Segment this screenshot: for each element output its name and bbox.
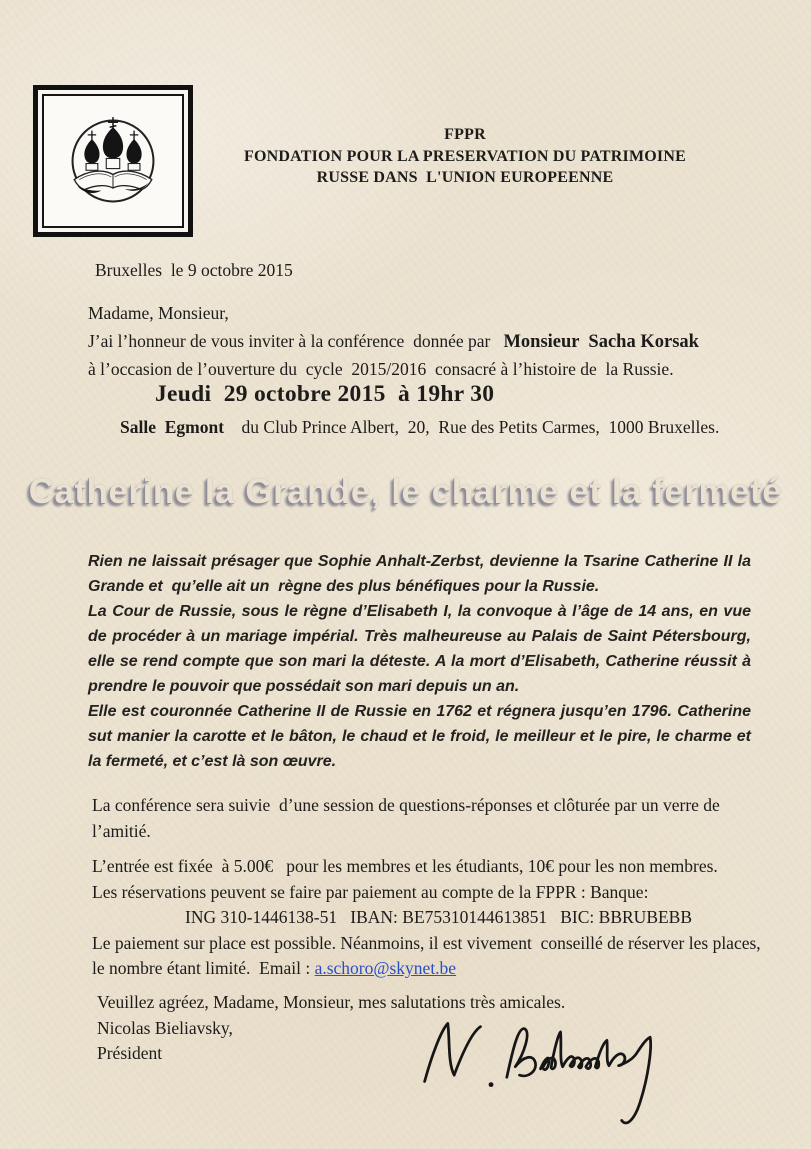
handwritten-signature <box>412 1000 707 1145</box>
venue-address: du Club Prince Albert, 20, Rue des Petits Carmes, 1000 Bruxelles. <box>224 417 720 437</box>
salutation: Madame, Monsieur, <box>88 303 229 323</box>
fppr-logo <box>42 94 184 228</box>
conference-abstract <box>88 549 756 774</box>
fppr-logo-frame <box>33 85 193 237</box>
conference-title: Catherine la Grande, le charme et la fermeté <box>28 472 783 511</box>
invitation-line <box>88 331 699 353</box>
invitation-continuation: à l’occasion de l’ouverture du cycle 2015/2016 consacré à l’histoire de la Russie. <box>88 359 674 379</box>
letterhead <box>175 124 755 189</box>
speaker-name: Monsieur Sacha Korsak <box>503 332 699 352</box>
org-name-line1: FONDATION POUR LA PRESERVATION DU PATRIMOINE <box>244 147 686 165</box>
signer-title: Président <box>97 1043 163 1063</box>
org-acronym: FPPR <box>444 126 486 143</box>
after-talk-note: La conférence sera suivie d’une session de questions-réponses et clôturée par un verre de l’amitié. <box>92 795 725 841</box>
venue-room: Salle Egmont <box>120 417 225 437</box>
org-name-line2: RUSSE DANS L'UNION EUROPEENNE <box>316 169 614 186</box>
contact-email-link[interactable]: a.schoro@skynet.be <box>314 958 457 978</box>
bank-details: ING 310-1446138-51 IBAN: BE75310144613851 BIC: BBRUBEBB <box>185 907 693 927</box>
abstract-paragraph: La Cour de Russie, sous le règne d’Elisabeth I, la convoque à l’âge de 14 ans, en vue de procéder à un mariage impérial. Très malheureuse au Palais de Saint Pétersbourg, elle se rend compte que son mari la déteste. A la mort d’Elisabeth, Catherine réussit à prendre le pouvoir que possédait son mari depuis un an. <box>88 603 756 695</box>
invitation-lead: J’ai l’honneur de vous inviter à la conférence donnée par <box>88 331 504 351</box>
closing-salutation: Veuillez agréez, Madame, Monsieur, mes salutations très amicales. <box>97 992 566 1012</box>
russian-domes-book-icon <box>54 105 172 217</box>
abstract-paragraph: Rien ne laissait présager que Sophie Anhalt-Zerbst, devienne la Tsarine Catherine II la Grande et qu’elle ait un règne des plus bénéfiques pour la Russie. <box>88 553 756 595</box>
payment-note-text: Le paiement sur place est possible. Néanmoins, il est vivement conseillé de réserver les places, le nombre étant limité. Email : <box>92 932 766 978</box>
event-datetime: Jeudi 29 octobre 2015 à 19hr 30 <box>155 381 495 407</box>
signer-name: Nicolas Bieliavsky, <box>97 1017 233 1038</box>
signature-scrawl-icon <box>412 1000 707 1145</box>
reservation-line: Les réservations peuvent se faire par paiement au compte de la FPPR : Banque: <box>92 881 649 902</box>
payment-note <box>92 931 764 982</box>
fees-and-reservation <box>92 854 764 982</box>
venue-line <box>120 417 719 438</box>
pricing-line: L’entrée est fixée à 5.00€ pour les membres et les étudiants, 10€ pour les non membres. <box>92 856 718 876</box>
dateline: Bruxelles le 9 octobre 2015 <box>95 260 293 280</box>
abstract-paragraph: Elle est couronnée Catherine II de Russie en 1762 et régnera jusqu’en 1796. Catherine sut manier la carotte et le bâton, le chaud et le froid, le meilleur et le pire, le charme et la fermeté, et c’est là son œuvre. <box>88 703 756 770</box>
